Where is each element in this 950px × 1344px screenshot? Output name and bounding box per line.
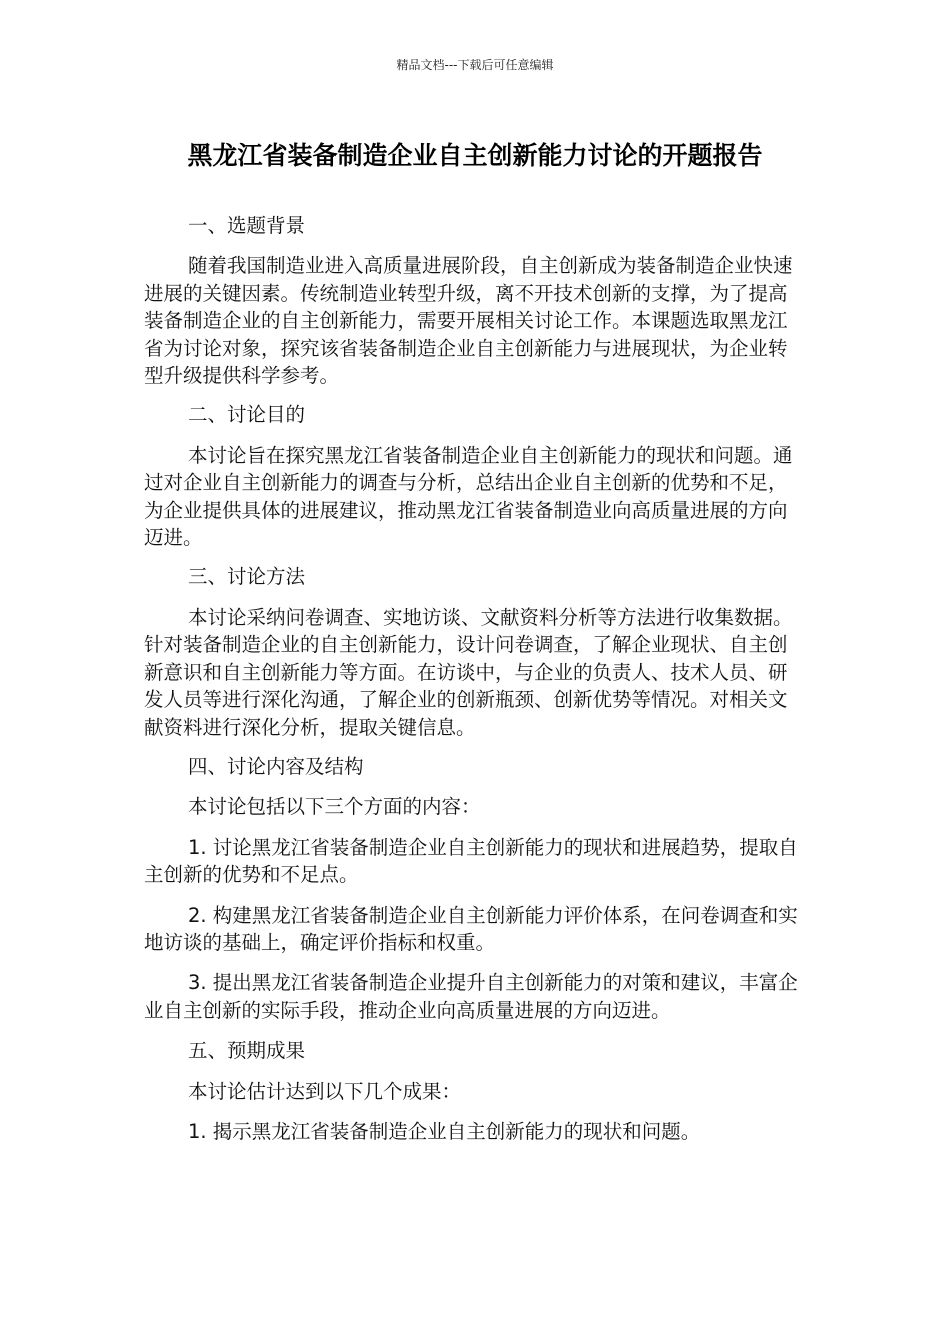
list-item-content-1: 1. 讨论黑龙江省装备制造企业自主创新能力的现状和进展趋势，提取自主创新的优势和不足点。 — [144, 835, 798, 887]
section-heading-background: 一、选题背景 — [188, 214, 306, 237]
section-heading-outcomes: 五、预期成果 — [188, 1039, 306, 1063]
paragraph-content-intro: 本讨论包括以下三个方面的内容： — [188, 795, 481, 819]
section-heading-purpose: 二、讨论目的 — [188, 403, 306, 427]
paragraph-background: 随着我国制造业进入高质量进展阶段，自主创新成为装备制造企业快速进展的关键因素。传统制造业转型升级，离不开技术创新的支撑，为了提高装备制造企业的自主创新能力，需要开展相关讨论工作。本课题选取黑龙江省为讨论对象，探究该省装备制造企业自主创新能力与进展现状，为企业转型升级提供科学参考。 — [144, 254, 793, 388]
paragraph-method: 本讨论采纳问卷调查、实地访谈、文献资料分析等方法进行收集数据。针对装备制造企业的自主创新能力，设计问卷调查，了解企业现状、自主创新意识和自主创新能力等方面。在访谈中，与企业的负责人、技术人员、研发人员等进行深化沟通，了解企业的创新瓶颈、创新优势等情况。对相关文献资料进行深化分析，提取关键信息。 — [144, 605, 793, 739]
list-item-outcome-1: 1. 揭示黑龙江省装备制造企业自主创新能力的现状和问题。 — [188, 1119, 701, 1143]
page-header-watermark: 精品文档---下载后可任意编辑 — [396, 58, 554, 72]
list-item-content-3: 3. 提出黑龙江省装备制造企业提升自主创新能力的对策和建议，丰富企业自主创新的实际手段，推动企业向高质量进展的方向迈进。 — [144, 971, 798, 1022]
section-heading-content: 四、讨论内容及结构 — [188, 754, 364, 778]
document-title: 黑龙江省装备制造企业自主创新能力讨论的开题报告 — [187, 141, 763, 170]
paragraph-purpose: 本讨论旨在探究黑龙江省装备制造企业自主创新能力的现状和问题。通过对企业自主创新能力的调查与分析，总结出企业自主创新的优势和不足，为企业提供具体的进展建议，推动黑龙江省装备制造业向高质量进展的方向迈进。 — [144, 443, 793, 550]
document-body — [144, 212, 806, 1158]
list-item-content-2: 2. 构建黑龙江省装备制造企业自主创新能力评价体系，在问卷调查和实地访谈的基础上，确定评价指标和权重。 — [144, 903, 798, 954]
section-heading-method: 三、讨论方法 — [188, 565, 306, 589]
paragraph-outcomes-intro: 本讨论估计达到以下几个成果： — [188, 1079, 462, 1103]
